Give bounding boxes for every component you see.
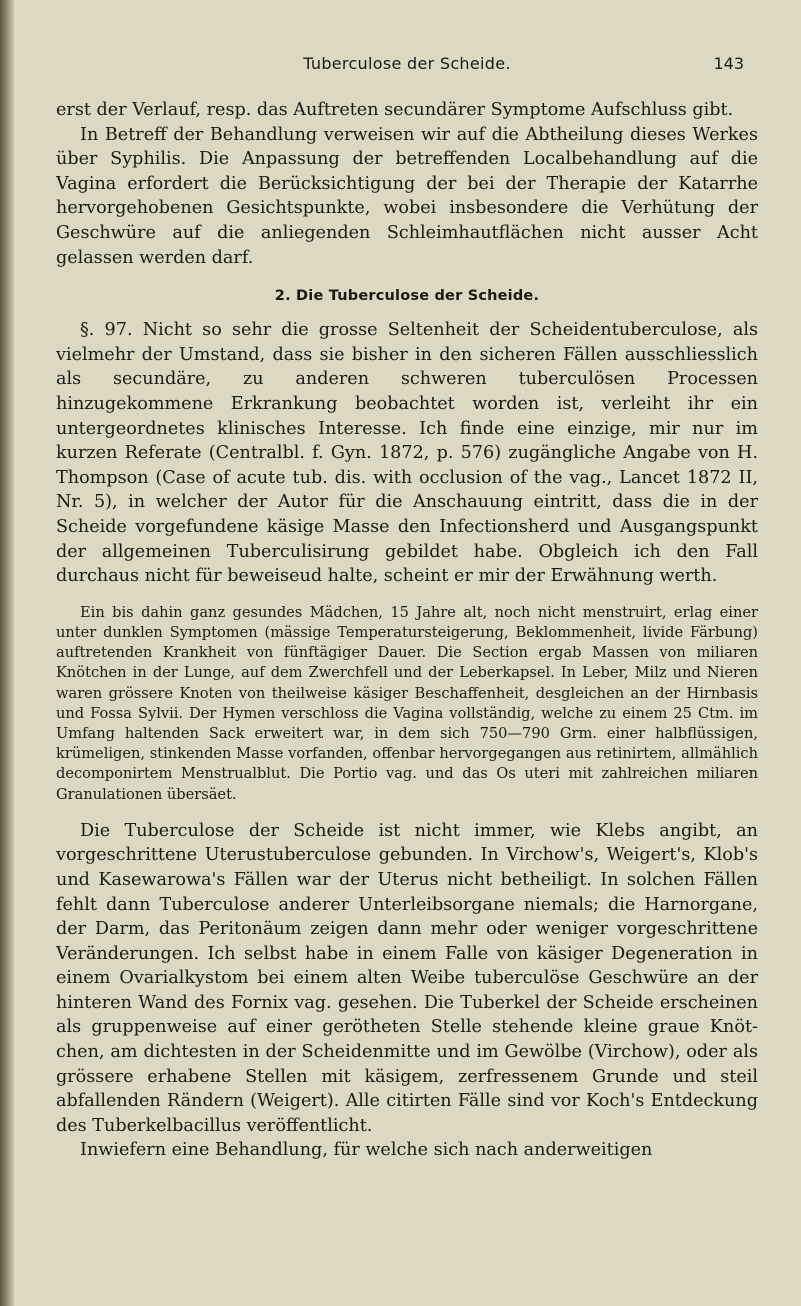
paragraph-tuberculosis: Die Tuberculose der Scheide ist nicht immer, wie Klebs angibt, an vorgeschrittene Uterustuberculose gebunden. In Virchow's, Weigert's, Klob's und Kasewarowa's Fällen war der Uterus nicht betheiligt. In solchen Fällen fehlt dann Tuberculose anderer Unterleibsorgane niemals; die Harnorgane, der Darm, das Peritonäum zeigen dann mehr oder weniger vorgeschrittene Veränderungen. Ich selbst habe in einem Falle von käsiger Degeneration in einem Ovarialkystom bei einem alten Weibe tuberculöse Geschwüre an der hinteren Wand des Fornix vag. gesehen. Die Tuberkel der Scheide erscheinen als gruppenweise auf einer gerötheten Stelle stehende kleine graue Knötchen, am dichtesten in der Scheidenmitte und im Gewölbe (Virchow), oder als grössere erhabene Stellen mit käsigem, zerfressenem Grunde und steil abfallenden Rändern (Weigert). Alle citirten Fälle sind vor Koch's Entdeckung des Tuberkelbacillus veröffentlicht. <box>56 820 758 1136</box>
section-heading: 2. Die Tuberculose der Scheide. <box>274 288 540 305</box>
paragraph-treatment-continuation: Inwiefern eine Behandlung, für welche sich nach anderweitigen <box>80 1140 653 1161</box>
book-spine-shadow <box>0 0 14 1306</box>
paragraph-section-97: §. 97. Nicht so sehr die grosse Seltenheit der Scheidentuberculose, als vielmehr der Umstand, dass sie bisher in den sicheren Fällen ausschliesslich als secundäre, zu anderen schweren tuberculösen Processen hinzugekommene Erkrankung beobachtet worden ist, verleiht ihr ein untergeordnetes klinisches Interesse. Ich finde eine einzige, mir nur im kurzen Referate (Centralbl. f. Gyn. 1872, p. 576) zugängliche Angabe von H. Thompson (Case of acute tub. dis. with occlusion of the vag., Lancet 1872 II, Nr. 5), in welcher der Autor für die Anschauung eintritt, dass die in der Scheide vorgefundene käsige Masse den Infectionsherd und Ausgangspunkt der allgemeinen Tuberculisirung gebildet habe. Obgleich ich den Fall durchaus nicht für beweiseud halte, scheint er mir der Erwähnung werth. <box>56 320 758 587</box>
paragraph-case-report: Ein bis dahin ganz gesundes Mädchen, 15 Jahre alt, noch nicht menstruirt, erlag einer unter dunklen Symptomen (mässige Temperatursteigerung, Beklommenheit, livide Färbung) auftretenden Krankheit von fünftägiger Dauer. Die Section ergab Massen von miliaren Knötchen in der Lunge, auf dem Zwerchfell und der Leberkapsel. In Leber, Milz und Nieren waren grössere Knoten von theilweise käsiger Beschaffenheit, desgleichen an der Hirnbasis und Fossa Sylvii. Der Hymen verschloss die Vagina vollständig, welche zu einem 25 Ctm. im Umfang haltenden Sack erweitert war, in dem sich 750—790 Grm. einer halbflüssigen, krümeligen, stinkenden Masse vorfanden, offenbar hervorgegangen aus retinirtem, allmählich decomponirtem Menstrualblut. Die Portio vag. und das Os uteri mit zahlreichen miliaren Granulationen übersäet. <box>56 603 758 803</box>
running-header <box>56 54 758 82</box>
book-page <box>56 54 758 1163</box>
page-number: 143 <box>713 54 744 73</box>
paragraph-spacer <box>56 805 758 819</box>
running-title: Tuberculose der Scheide. <box>303 54 511 73</box>
paragraph-spacer <box>56 589 758 603</box>
paragraph-treatment: In Betreff der Behandlung verweisen wir auf die Abtheilung dieses Werkes über Syphilis. Die Anpassung der betreffenden Localbehandlung auf die Vagina erfordert die Berücksichtigung der bei der Therapie der Katarrhe hervorgehobenen Gesichtspunkte, wobei insbesondere die Verhütung der Geschwüre auf die anliegenden Schleimhautflächen nicht ausser Acht gelassen werden darf. <box>56 124 758 268</box>
paragraph-continuation: erst der Verlauf, resp. das Auftreten secundärer Symptome Aufschluss gibt. <box>56 100 734 120</box>
